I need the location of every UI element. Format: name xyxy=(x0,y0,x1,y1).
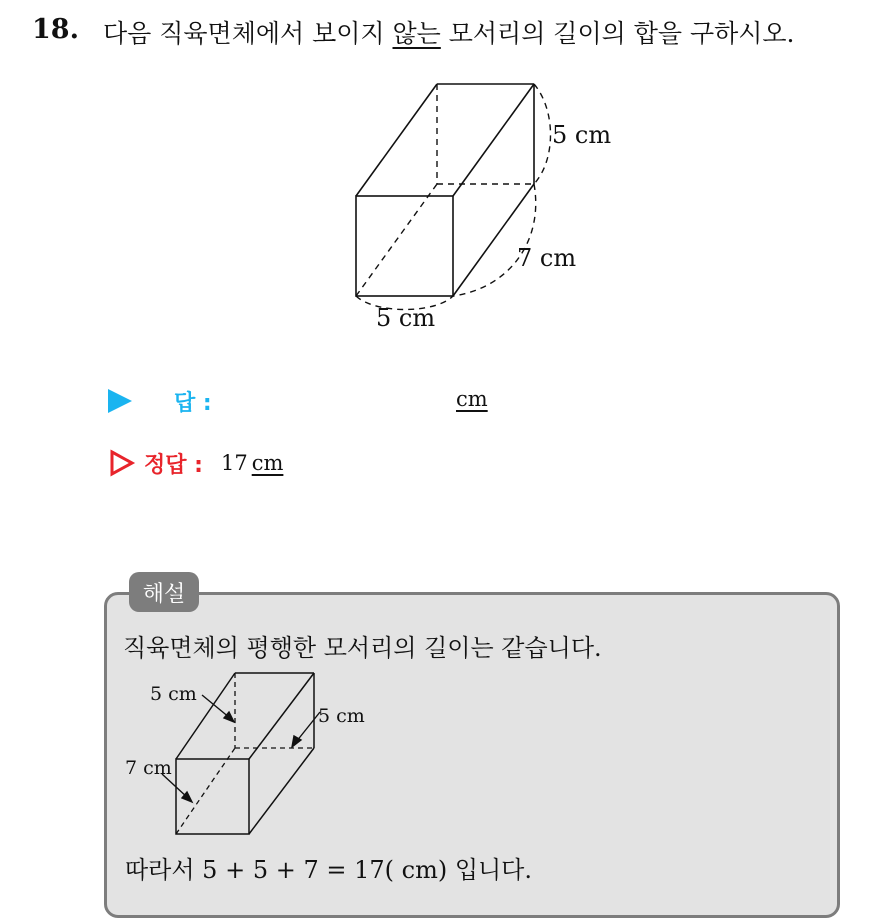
cuboid-figure xyxy=(330,70,630,340)
play-triangle-icon xyxy=(108,389,132,413)
question-number: 18. xyxy=(32,14,79,45)
correct-answer-value: 17 xyxy=(220,451,248,475)
explanation-cuboid-figure xyxy=(120,670,390,845)
explanation-label-top: 5 cm xyxy=(150,683,197,705)
answer-label: 답 : xyxy=(174,390,212,416)
answer-row xyxy=(108,384,212,418)
explanation-line-2: 따라서 5 + 5 + 7 = 17( cm) 입니다. xyxy=(125,856,532,884)
correct-answer-unit: cm xyxy=(251,451,284,475)
explanation-label-right: 5 cm xyxy=(318,705,365,727)
question-text: 다음 직육면체에서 보이지 않는 모서리의 길이의 합을 구하시오. xyxy=(103,19,795,48)
depth-label: 7 cm xyxy=(517,244,577,272)
answer-unit: cm xyxy=(456,387,488,411)
explanation-label-left: 7 cm xyxy=(125,757,172,779)
width-label: 5 cm xyxy=(376,304,436,332)
correct-answer-row xyxy=(108,446,283,480)
height-label: 5 cm xyxy=(552,121,612,149)
underlined-word: 않는 xyxy=(392,19,441,48)
explanation-line-1: 직육면체의 평행한 모서리의 길이는 같습니다. xyxy=(123,634,602,662)
correct-answer-label: 정답 : xyxy=(144,452,203,478)
explanation-tag: 해설 xyxy=(129,572,199,612)
outline-triangle-icon xyxy=(108,449,136,477)
